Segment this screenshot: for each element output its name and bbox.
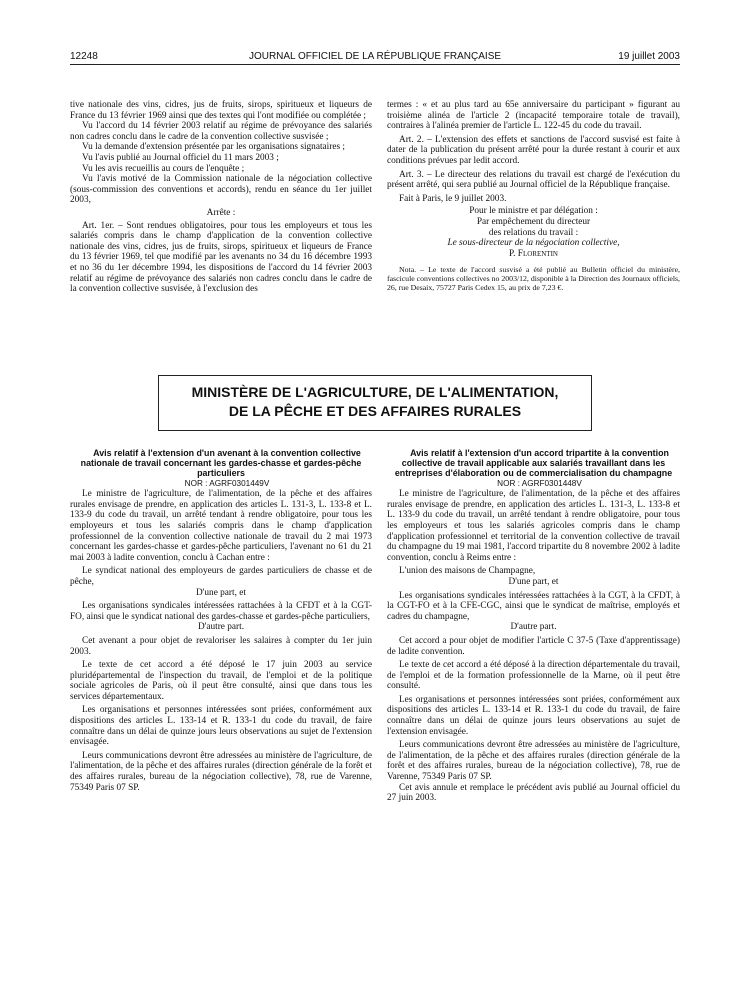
paragraph: Cet avenant a pour objet de revaloriser les salaires à compter du 1er juin 2003. bbox=[70, 635, 372, 657]
top-left-column bbox=[70, 100, 372, 295]
ministry-heading bbox=[158, 375, 592, 431]
issue-date: 19 juillet 2003 bbox=[618, 51, 680, 62]
paragraph: Vu l'avis motivé de la Commission nationale de la négociation collective (sous-commission des conventions et accords), rendu en séance du 1er juillet 2003, bbox=[70, 174, 372, 206]
journal-title: JOURNAL OFFICIEL DE LA RÉPUBLIQUE FRANÇAISE bbox=[248, 51, 502, 62]
avis-title: Avis relatif à l'extension d'un accord tripartite à la convention collective de travail applicable aux salariés travaillant dans les entreprises d'élaboration ou de commercialisation du champagne bbox=[394, 448, 673, 479]
nor-reference: NOR : AGRF0301449V bbox=[184, 478, 270, 488]
article-1: Art. 1er. – Sont rendues obligatoires, pour tous les employeurs et tous les salariés compris dans le champ d'application de la convention collective nationale des vins, cidres, jus de fruits, sirops, spiritueux et liqueurs de France du 13 février 1969, tel que modifié par les avenants no 34 du 16 décembre 1993 et no 36 du 1er décembre 1994, les dispositions de l'accord du 14 février 2003 relatif au régime de prévoyance des salariés non cadres conclu dans le cadre de la convention collective susvisée, à l'exclusion des bbox=[70, 220, 372, 295]
signature-line: Le sous-directeur de la négociation collective, bbox=[447, 238, 620, 249]
paragraph: Le ministre de l'agriculture, de l'alimentation, de la pêche et des affaires rurales envisage de prendre, en application des articles L. 131-3, L. 133-8 et L. 133-9 du code du travail, un arrêté tendant à rendre obligatoire, pour tous les employeurs et tous les salariés compris dans le champ d'application professionnel de la convention collective nationale de travail du 2 mai 1973 concernant les gardes-chasse et gardes-pêche particuliers, l'avenant no 61 du 21 mai 2003 à ladite convention, conclu à Cachan entre : bbox=[70, 489, 372, 563]
paragraph: Les organisations et personnes intéressées sont priées, conformément aux dispositions des articles L. 133-14 et R. 133-1 du code du travail, de faire connaître dans un délai de quinze jours leurs observations au sujet de l'extension envisagée. bbox=[387, 694, 680, 737]
paragraph: Cet avis annule et remplace le précédent avis publié au Journal officiel du 27 juin 2003. bbox=[387, 782, 680, 804]
paragraph: Vu l'accord du 14 février 2003 relatif au régime de prévoyance des salariés non cadres conclu dans le cadre de la convention collective susvisée ; bbox=[70, 121, 372, 142]
page-number: 12248 bbox=[70, 51, 98, 62]
avis-title: Avis relatif à l'extension d'un avenant à la convention collective nationale de travail concernant les gardes-chasse et gardes-pêche particuliers bbox=[80, 448, 362, 479]
signature-line: des relations du travail : bbox=[488, 227, 579, 238]
nota: Nota. – Le texte de l'accord susvisé a été publié au Bulletin officiel du ministère, fascicule conventions collectives no 2003/12, disponible à la Direction des Journaux officiels, 26, rue Desaix, 75727 Paris Cedex 15, au prix de 7,23 €. bbox=[387, 265, 680, 293]
header-rule bbox=[70, 64, 680, 65]
ministry-line: DE LA PÊCHE ET DES AFFAIRES RURALES bbox=[228, 403, 522, 419]
paragraph: D'autre part. bbox=[510, 622, 557, 633]
avis-right bbox=[387, 448, 680, 804]
paragraph: Les organisations syndicales intéressées rattachées à la CFDT et à la CGT-FO, ainsi que le syndicat national des gardes-chasse et gardes-pêche particuliers, bbox=[70, 601, 372, 622]
signature-line: Par empêchement du directeur bbox=[476, 216, 591, 227]
signature-line: Pour le ministre et par délégation : bbox=[469, 206, 598, 217]
avis-left bbox=[70, 448, 372, 793]
paragraph: D'autre part. bbox=[197, 622, 245, 633]
paragraph: Le syndicat national des employeurs de gardes particuliers de chasse et de pêche, bbox=[70, 566, 372, 587]
nor-reference: NOR : AGRF0301448V bbox=[497, 478, 582, 488]
article-3: Art. 3. – Le directeur des relations du travail est chargé de l'exécution du présent arrêté, qui sera publié au Journal officiel de la République française. bbox=[387, 169, 680, 191]
paragraph: Le texte de cet accord a été déposé à la direction départementale du travail, de l'emploi et de la formation professionnelle de la Marne, où il peut être consulté. bbox=[387, 660, 680, 692]
paragraph: Vu les avis recueillis au cours de l'enquête ; bbox=[82, 163, 245, 174]
paragraph: Vu la demande d'extension présentée par les organisations signataires ; bbox=[82, 142, 345, 153]
paragraph: D'une part, et bbox=[508, 576, 559, 587]
paragraph: L'union des maisons de Champagne, bbox=[399, 566, 536, 577]
paragraph: termes : « et au plus tard au 65e anniversaire du participant » figurant au troisième alinéa de l'article 2 (incapacité temporaire totale de travail), contraires à l'alinéa premier de l'article L. 122-45 du code du travail. bbox=[387, 100, 680, 132]
paragraph: Les organisations syndicales intéressées rattachées à la CGT, à la CFDT, à la CGT-FO et à la CFE-CGC, ainsi que le syndicat de maîtrise, employés et cadres du champagne, bbox=[387, 590, 680, 622]
top-right-column bbox=[387, 100, 680, 292]
signatory-name: P. Florentin bbox=[509, 248, 558, 259]
arrete-heading: Arrête : bbox=[206, 207, 236, 218]
paragraph: Vu l'avis publié au Journal officiel du 11 mars 2003 ; bbox=[82, 152, 279, 163]
paragraph: Le ministre de l'agriculture, de l'alimentation, de la pêche et des affaires rurales envisage de prendre, en application des articles L. 131-3, L. 133-8 et L. 133-9 du code du travail, un arrêté tendant à rendre obligatoire, pour tous les employeurs et tous les salariés agricoles compris dans le champ d'application professionnel et territorial de la convention collective de travail du champagne du 19 mai 1981, l'accord tripartite du 8 novembre 2002 à ladite convention, conclu à Reims entre : bbox=[387, 489, 680, 563]
article-2: Art. 2. – L'extension des effets et sanctions de l'accord susvisé est faite à dater de la publication du présent arrêté pour la durée restant à courir et aux conditions prévues par ledit accord. bbox=[387, 134, 680, 166]
paragraph: Les organisations et personnes intéressées sont priées, conformément aux dispositions des articles L. 133-14 et R. 133-1 du code du travail, de faire connaître dans un délai de quinze jours leurs observations au sujet de l'extension envisagée. bbox=[70, 705, 372, 748]
paragraph: tive nationale des vins, cidres, jus de fruits, sirops, spiritueux et liqueurs de France du 13 février 1969 ainsi que des textes qui l'ont modifiée ou complétée ; bbox=[70, 100, 372, 121]
paragraph: D'une part, et bbox=[196, 587, 246, 598]
paragraph: Leurs communications devront être adressées au ministère de l'agriculture, de l'alimentation, de la pêche et des affaires rurales (direction générale de la forêt et des affaires rurales, bureau de la négociation collective), 78, rue de Varenne, 75349 Paris 07 SP. bbox=[70, 750, 372, 793]
signing-place-date: Fait à Paris, le 9 juillet 2003. bbox=[399, 193, 507, 204]
paragraph: Le texte de cet accord a été déposé le 17 juin 2003 au service pluridépartemental de l'inspection du travail, de l'emploi et de la politique sociale agricoles de Paris, où il peut être consulté, ainsi que dans tous les services départementaux. bbox=[70, 660, 372, 702]
ministry-line: MINISTÈRE DE L'AGRICULTURE, DE L'ALIMENTATION, bbox=[191, 384, 559, 400]
paragraph: Leurs communications devront être adressées au ministère de l'agriculture, de l'alimentation, de la pêche et des affaires rurales (direction générale de la forêt et des affaires rurales, bureau de la négociation collective), 78, rue de Varenne, 75349 Paris 07 SP. bbox=[387, 740, 680, 783]
paragraph: Cet accord a pour objet de modifier l'article C 37-5 (Taxe d'apprentissage) de ladite convention. bbox=[387, 635, 680, 657]
